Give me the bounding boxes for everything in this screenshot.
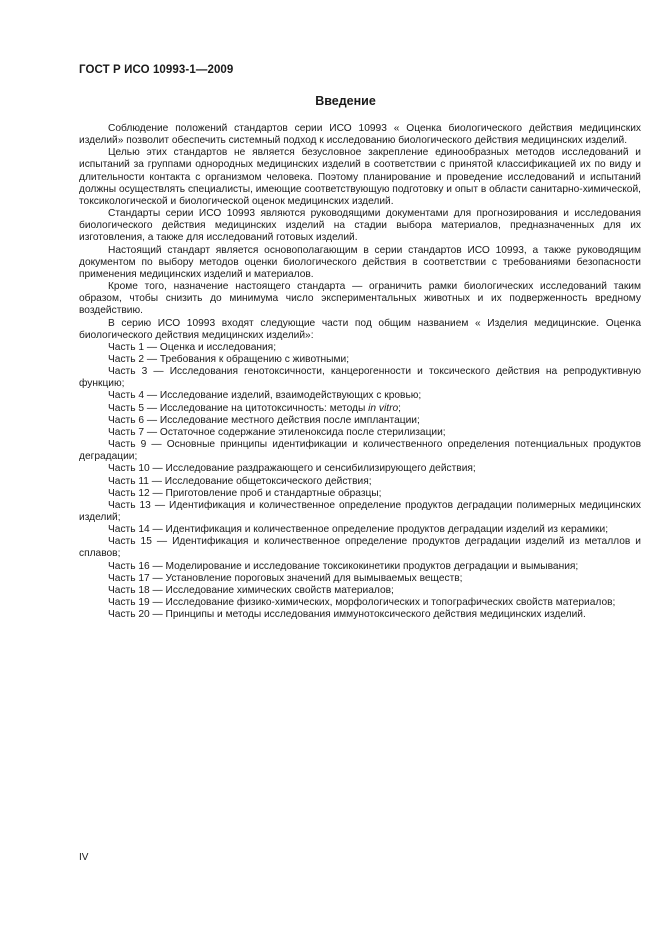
part-item — [79, 573, 641, 585]
part-item — [79, 561, 641, 573]
part-item — [79, 524, 641, 536]
paragraph: Кроме того, назначение настоящего стандарта — ограничить рамки биологических исследований таким образом, чтобы снизить до минимума число экспериментальных животных и их подверженность вредному воздействию. — [79, 281, 641, 317]
part-label: Часть 13 — — [108, 499, 166, 511]
part-text: Исследование химических свойств материалов; — [165, 584, 394, 596]
part-label: Часть 2 — — [108, 353, 158, 365]
part-text: Исследование физико-химических, морфологических и топографических свойств материалов; — [165, 597, 616, 609]
part-text: Приготовление проб и стандартные образцы; — [165, 487, 382, 499]
part-label: Часть 15 — — [108, 536, 168, 548]
part-text-italic: in vitro — [368, 402, 399, 414]
part-text: Оценка и исследования; — [159, 341, 277, 353]
part-item — [79, 342, 641, 354]
part-label: Часть 18 — — [108, 584, 163, 596]
part-label: Часть 19 — — [108, 597, 163, 609]
part-label: Часть 14 — — [108, 524, 163, 536]
part-text: Моделирование и исследование токсикокинетики продуктов деградации и вымывания; — [165, 560, 579, 572]
part-label: Часть 9 — — [108, 439, 162, 451]
paragraph: Соблюдение положений стандартов серии ИСО 10993 « Оценка биологического действия медицинских изделий» позволит обеспечить системный подход к исследованию биологического действия медицинских изделий. — [79, 123, 641, 147]
part-text: Исследование изделий, взаимодействующих с кровью; — [159, 390, 422, 402]
part-item — [79, 609, 641, 621]
part-item — [79, 597, 641, 609]
paragraph: Настоящий стандарт является основополагающим в серии стандартов ИСО 10993, а также руководящим документом по выбору методов оценки биологического действия в соответствии с требованиями безопасности применения медицинских изделий и материалов. — [79, 244, 641, 280]
part-label: Часть 3 — — [108, 366, 164, 378]
part-label: Часть 5 — — [108, 402, 158, 414]
paragraph: Целью этих стандартов не является безусловное закрепление единообразных методов исследований и испытаний за группами однородных медицинских изделий в соответствии с принятой классификацией их по виду и длительности контакта с организмом человека. Поэтому планирование и проведение исследований и испытаний должны осуществлять специалисты, имеющие соответствующую подготовку и опыт в области санитарно-химической, токсикологической и биологической оценок медицинских изделий. — [79, 147, 641, 207]
paragraph: Стандарты серии ИСО 10993 являются руководящими документами для прогнозирования и исследования биологического действия медицинских изделий на стадии выбора материалов, предназначенных для их изготовления, а также для исследований готовых изделий. — [79, 208, 641, 244]
part-label: Часть 7 — — [108, 426, 158, 438]
part-text: Идентификация и количественное определение продуктов деградации полимерных медицинских изделий; — [79, 499, 641, 523]
part-item — [79, 463, 641, 475]
part-label: Часть 10 — — [108, 463, 163, 475]
part-item — [79, 354, 641, 366]
part-text: Идентификация и количественное определение продуктов деградации изделий из керамики; — [165, 524, 609, 536]
document-body — [79, 123, 641, 621]
part-text: Принципы и методы исследования иммунотоксического действия медицинских изделий. — [165, 609, 586, 621]
part-item — [79, 427, 641, 439]
document-header: ГОСТ Р ИСО 10993-1—2009 — [79, 64, 234, 76]
part-label: Часть 20 — — [108, 609, 163, 621]
part-text: Установление пороговых значений для вымываемых веществ; — [165, 572, 463, 584]
part-text: Остаточное содержание этиленоксида после стерилизации; — [159, 426, 446, 438]
part-text: Исследование общетоксического действия; — [164, 475, 372, 487]
part-label: Часть 17 — — [108, 572, 163, 584]
part-item — [79, 415, 641, 427]
part-label: Часть 4 — — [108, 390, 158, 402]
part-text: Требования к обращению с животными; — [159, 353, 350, 365]
part-label: Часть 12 — — [108, 487, 163, 499]
part-text: Исследования генотоксичности, канцерогенности и токсического действия на репродуктивную функцию; — [79, 366, 641, 390]
part-text: Идентификация и количественное определение продуктов деградации изделий из металлов и сплавов; — [79, 536, 641, 560]
part-item — [79, 536, 641, 560]
part-label: Часть 11 — — [108, 475, 162, 487]
part-label: Часть 16 — — [108, 560, 163, 572]
section-title: Введение — [315, 94, 376, 108]
part-item — [79, 439, 641, 463]
part-text: Исследование на цитотоксичность: методы — [159, 402, 366, 414]
paragraph: В серию ИСО 10993 входят следующие части под общим названием « Изделия медицинские. Оценка биологического действия медицинских изделий»: — [79, 317, 641, 341]
part-item — [79, 585, 641, 597]
part-item — [79, 390, 641, 402]
part-text: Основные принципы идентификации и количественного определения потенциальных продуктов деградации; — [79, 439, 641, 463]
part-item — [79, 476, 641, 488]
part-item — [79, 500, 641, 524]
page-number: IV — [79, 852, 89, 863]
part-text-tail: ; — [398, 402, 402, 414]
part-item — [79, 366, 641, 390]
part-text: Исследование раздражающего и сенсибилизирующего действия; — [165, 463, 476, 475]
part-item — [79, 403, 641, 415]
part-label: Часть 6 — — [108, 414, 158, 426]
part-item — [79, 488, 641, 500]
part-label: Часть 1 — — [108, 341, 158, 353]
part-text: Исследование местного действия после имплантации; — [159, 414, 420, 426]
